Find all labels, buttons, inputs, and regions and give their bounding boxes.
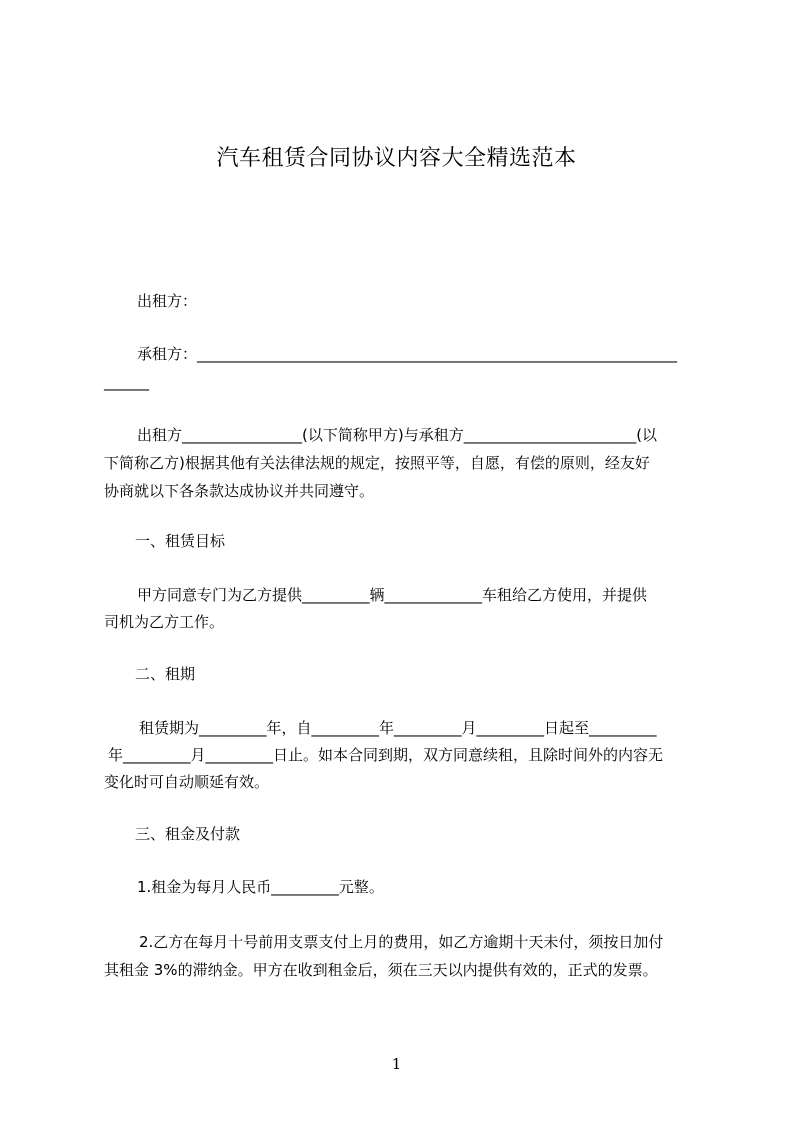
lessor-line: 出租方： <box>137 292 198 310</box>
section-2-line-3: 变化时可自动顺延有效。 <box>104 773 270 791</box>
section-1-line-1: 甲方同意专门为乙方提供_________辆_____________车租给乙方使用，并提供 <box>137 586 648 604</box>
intro-line-3: 协商就以下各条款达成协议并共同遵守。 <box>104 482 375 500</box>
lessee-line: 承租方：________________________________________________________________ <box>137 345 678 363</box>
page-number: 1 <box>391 1055 402 1073</box>
section-3-para-2-line-1: 2.乙方在每月十号前用支票支付上月的费用，如乙方逾期十天未付，须按日加付 <box>139 933 664 951</box>
document-title: 汽车租赁合同协议内容大全精选范本 <box>216 146 577 171</box>
lessee-line-cont: ______ <box>104 373 149 391</box>
section-3-para-1: 1.租金为每月人民币_________元整。 <box>137 878 384 896</box>
section-3-heading: 三、租金及付款 <box>135 825 241 843</box>
section-1-heading: 一、租赁目标 <box>135 532 226 550</box>
section-1-line-2: 司机为乙方工作。 <box>104 613 225 631</box>
section-2-line-2: 年_________月_________日止。如本合同到期，双方同意续租，且除时间外的内容无 <box>108 746 664 764</box>
section-3-para-2-line-2: 其租金 3%的滞纳金。甲方在收到租金后，须在三天以内提供有效的，正式的发票。 <box>104 961 658 979</box>
section-2-heading: 二、租期 <box>135 665 196 683</box>
intro-line-1: 出租方________________(以下简称甲方)与承租方_______________________(以 <box>137 426 658 444</box>
intro-line-2: 下简称乙方)根据其他有关法律法规的规定，按照平等，自愿，有偿的原则，经友好 <box>104 454 650 472</box>
section-2-line-1: 租赁期为_________年，自_________年_________月_________日起至_________ <box>139 719 657 737</box>
